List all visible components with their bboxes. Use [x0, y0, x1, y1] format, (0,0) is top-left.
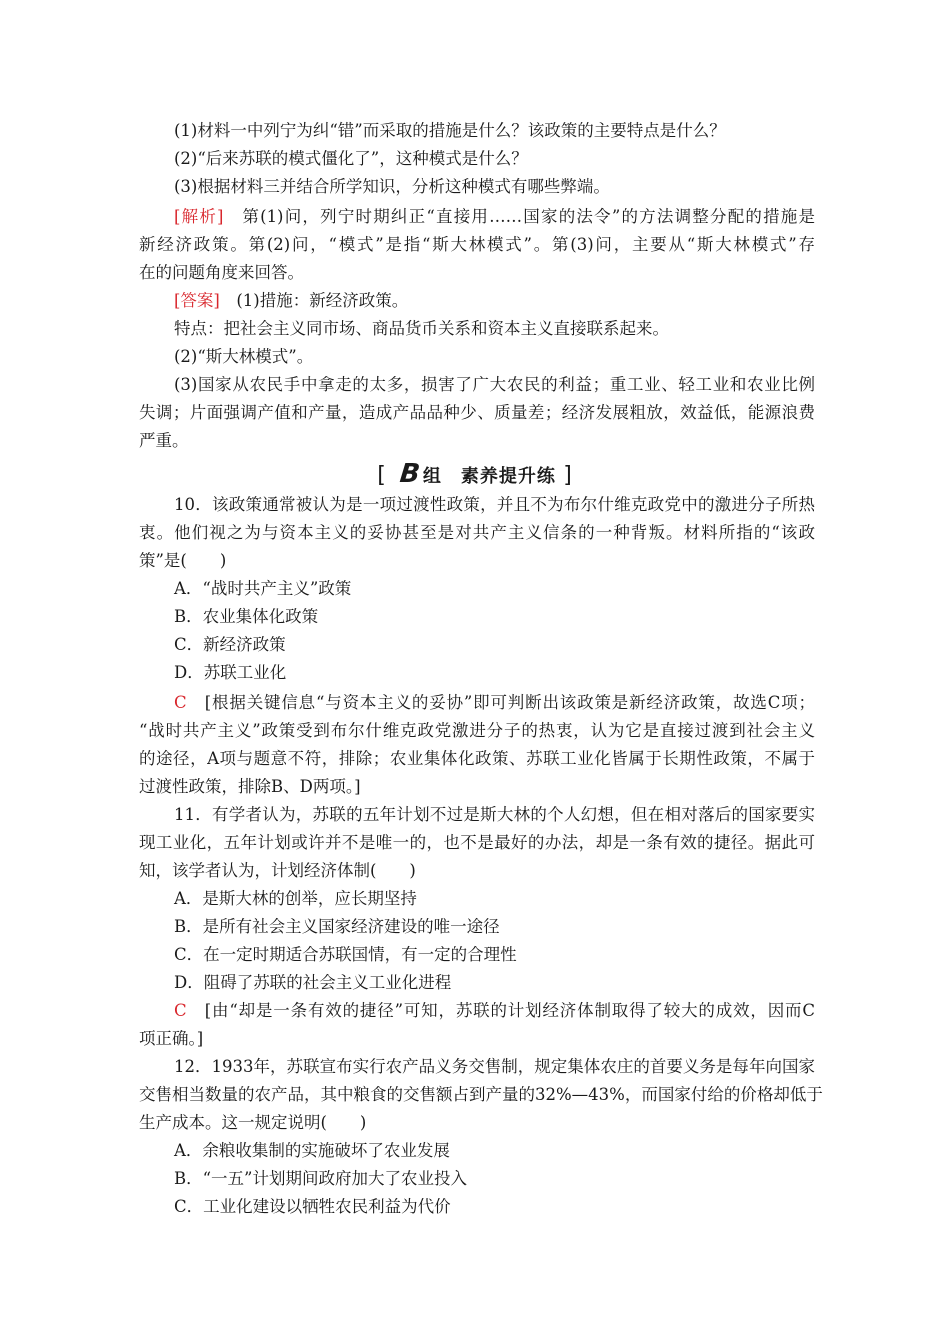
section-letter: B [398, 459, 423, 489]
section-title: 组 素养提升练 [422, 466, 556, 487]
explanation-10: 的途径，A项与题意不符，排除；农业集体化政策、苏联工业化皆属于长期性政策，不属于 [139, 749, 815, 768]
option-c: C．在一定时期适合苏联国情，有一定的合理性 [174, 945, 517, 964]
question-11-stem: 知，该学者认为，计划经济体制( ) [139, 861, 416, 880]
analysis-line: [解析] 第(1)问，列宁时期纠正“直接用……国家的法令”的方法调整分配的措施是 [174, 207, 816, 226]
question-12-stem: 12．1933年，苏联宣布实行农产品义务交售制，规定集体农庄的首要义务是每年向国家 [174, 1057, 815, 1076]
section-heading [0, 459, 950, 492]
explanation-11: C [由“却是一条有效的捷径”可知，苏联的计划经济体制取得了较大的成效，因而C [174, 1001, 815, 1020]
answer-tag: [答案] [174, 291, 220, 310]
answer-letter: C [174, 693, 187, 712]
q-part-3: (3)根据材料三并结合所学知识，分析这种模式有哪些弊端。 [174, 177, 610, 196]
analysis-line: 新经济政策。第(2)问，“模式”是指“斯大林模式”。第(3)问，主要从“斯大林模式”存 [139, 235, 815, 254]
answer-line: [答案] (1)措施：新经济政策。 [174, 291, 409, 310]
question-11-stem: 现工业化，五年计划或许并不是唯一的，也不是最好的办法，却是一条有效的捷径。据此可 [139, 833, 815, 852]
answer-line: (2)“斯大林模式”。 [174, 347, 314, 366]
analysis-tag: [解析] [174, 207, 224, 226]
question-12-stem: 交售相当数量的农产品，其中粮食的交售额占到产量的32%—43%，而国家付给的价格却低于 [139, 1085, 823, 1104]
explanation-10: “战时共产主义”政策受到布尔什维克政党激进分子的热衷，认为它是直接过渡到社会主义 [139, 721, 815, 740]
question-10-stem: 策”是( ) [139, 551, 227, 570]
option-c: C．新经济政策 [174, 635, 286, 654]
explanation-10: C [根据关键信息“与资本主义的妥协”即可判断出该政策是新经济政策，故选C项； [174, 693, 815, 712]
option-d: D．苏联工业化 [174, 663, 287, 682]
option-a: A．“战时共产主义”政策 [174, 579, 352, 598]
answer-line: 特点：把社会主义同市场、商品货币关系和资本主义直接联系起来。 [174, 319, 669, 338]
question-10-stem: 衷。他们视之为与资本主义的妥协甚至是对共产主义信条的一种背叛。材料所指的“该政 [139, 523, 815, 542]
section-bracket-open: [ [377, 463, 387, 488]
option-c: C．工业化建设以牺牲农民利益为代价 [174, 1197, 451, 1216]
answer-line: 失调；片面强调产值和产量，造成产品品种少、质量差；经济发展粗放，效益低，能源浪费 [139, 403, 815, 422]
q-part-2: (2)“后来苏联的模式僵化了”，这种模式是什么？ [174, 149, 528, 168]
answer-line: 严重。 [139, 431, 189, 450]
option-b: B．“一五”计划期间政府加大了农业投入 [174, 1169, 467, 1188]
option-a: A．是斯大林的创举，应长期坚持 [174, 889, 417, 908]
option-b: B．是所有社会主义国家经济建设的唯一途径 [174, 917, 500, 936]
explanation-11: 项正确。] [139, 1029, 204, 1048]
answer-line: (3)国家从农民手中拿走的太多，损害了广大农民的利益；重工业、轻工业和农业比例 [174, 375, 815, 394]
question-12-stem: 生产成本。这一规定说明( ) [139, 1113, 367, 1132]
option-d: D．阻碍了苏联的社会主义工业化进程 [174, 973, 452, 992]
option-a: A．余粮收集制的实施破坏了农业发展 [174, 1141, 450, 1160]
explanation-10: 过渡性政策，排除B、D两项。] [139, 777, 361, 796]
answer-letter: C [174, 1001, 187, 1020]
analysis-line: 在的问题角度来回答。 [139, 263, 304, 282]
section-bracket-close: ] [563, 463, 573, 488]
question-10-stem: 10．该政策通常被认为是一项过渡性政策，并且不为布尔什维克政党中的激进分子所热 [174, 495, 815, 514]
option-b: B．农业集体化政策 [174, 607, 319, 626]
question-11-stem: 11．有学者认为，苏联的五年计划不过是斯大林的个人幻想，但在相对落后的国家要实 [174, 805, 815, 824]
q-part-1: (1)材料一中列宁为纠“错”而采取的措施是什么？该政策的主要特点是什么？ [174, 121, 726, 140]
